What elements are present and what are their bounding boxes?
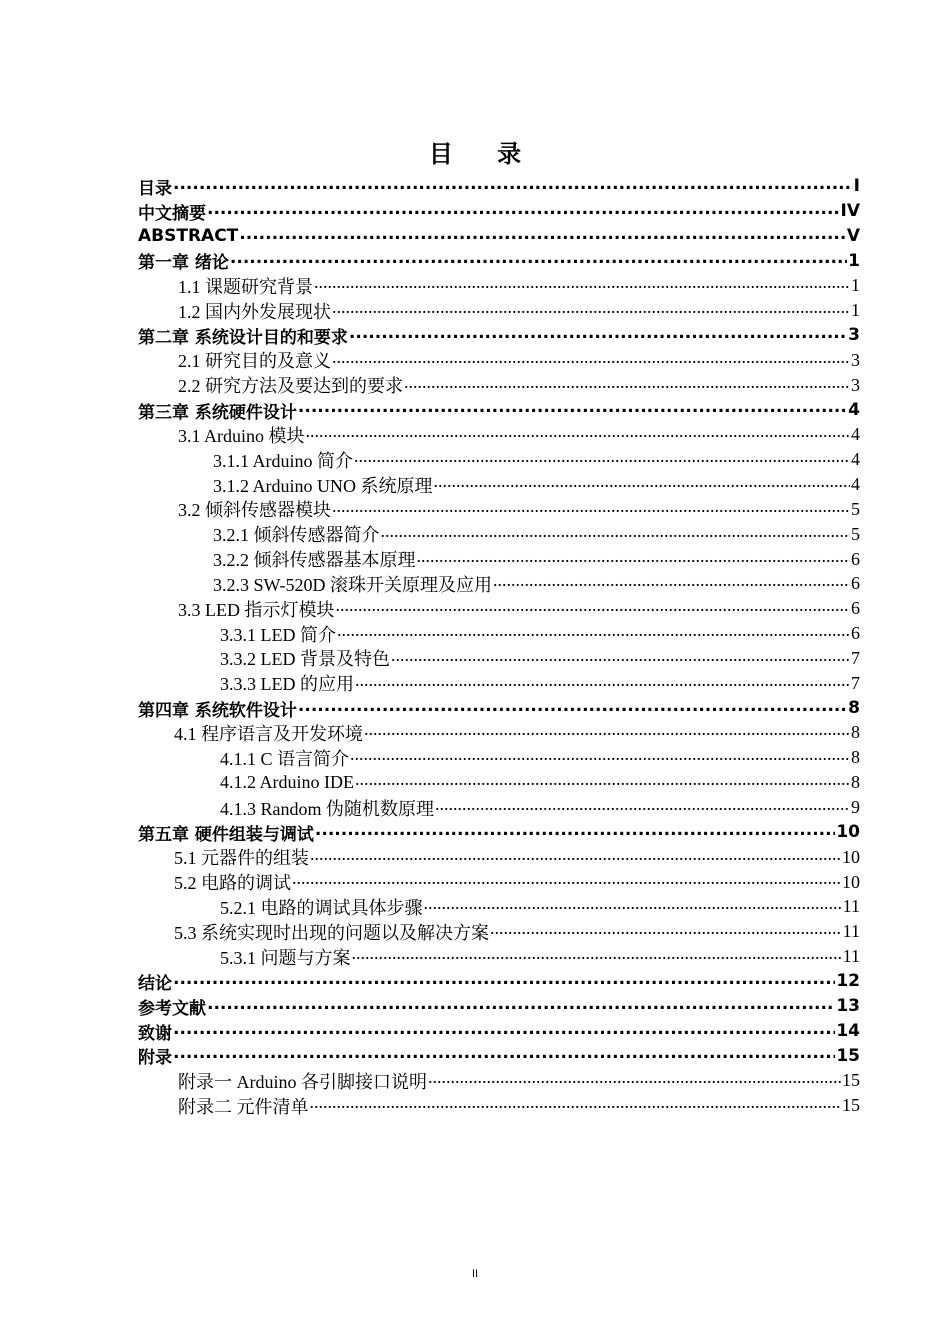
- toc-entry-label: 第四章 系统软件设计: [138, 700, 297, 721]
- toc-entry[interactable]: [138, 671, 860, 696]
- toc-entry-label: 3.2.3 SW-520D 滚珠开关原理及应用: [213, 574, 492, 595]
- toc-entry[interactable]: [138, 1068, 860, 1093]
- toc-entry-label: 3.1 Arduino 模块: [178, 425, 305, 446]
- toc-entry-page-number: 6: [851, 548, 860, 569]
- toc-entry-label: 第一章 绪论: [138, 253, 229, 274]
- toc-entry-page-number: 8: [851, 722, 860, 743]
- toc-entry-page-number: 4: [848, 400, 860, 421]
- toc-entry-label: 2.1 研究目的及意义: [178, 351, 331, 372]
- toc-dot-leader: [355, 671, 850, 696]
- toc-entry[interactable]: [138, 770, 860, 795]
- table-of-contents: [138, 174, 860, 1118]
- toc-entry-page-number: I: [853, 176, 860, 197]
- toc-entry-page-number: 7: [851, 647, 860, 668]
- toc-entry[interactable]: [138, 845, 860, 870]
- toc-entry-page-number: V: [846, 226, 860, 247]
- toc-dot-leader: [207, 994, 835, 1019]
- toc-dot-leader: [332, 497, 850, 522]
- toc-entry[interactable]: [138, 944, 860, 969]
- toc-entry[interactable]: [138, 398, 860, 423]
- toc-entry-label: 附录一 Arduino 各引脚接口说明: [178, 1071, 427, 1092]
- toc-dot-leader: [364, 721, 850, 746]
- toc-entry-label: 中文摘要: [138, 203, 206, 224]
- toc-entry-label: 3.3.2 LED 背景及特色: [220, 649, 390, 670]
- toc-entry[interactable]: [138, 174, 860, 199]
- toc-entry-label: 第三章 系统硬件设计: [138, 402, 297, 423]
- toc-entry[interactable]: [138, 199, 860, 224]
- toc-dot-leader: [314, 273, 850, 298]
- toc-dot-leader: [355, 770, 850, 795]
- toc-dot-leader: [337, 621, 850, 646]
- toc-entry-page-number: 8: [848, 698, 860, 719]
- toc-dot-leader: [332, 298, 850, 323]
- toc-dot-leader: [428, 1068, 841, 1093]
- toc-entry[interactable]: [138, 820, 860, 845]
- toc-entry-label: 4.1.1 C 语言简介: [220, 748, 350, 769]
- toc-entry-label: 致谢: [138, 1023, 172, 1044]
- toc-entry[interactable]: [138, 1044, 860, 1069]
- toc-entry-label: ABSTRACT: [138, 226, 239, 247]
- toc-dot-leader: [315, 820, 835, 845]
- toc-entry[interactable]: [138, 721, 860, 746]
- toc-entry[interactable]: [138, 870, 860, 895]
- toc-entry-label: 3.1.2 Arduino UNO 系统原理: [213, 475, 433, 496]
- toc-entry-label: 第五章 硬件组装与调试: [138, 824, 314, 845]
- toc-dot-leader: [349, 323, 847, 348]
- toc-entry[interactable]: [138, 472, 860, 497]
- toc-entry-page-number: 11: [842, 946, 860, 967]
- toc-entry-page-number: 13: [836, 996, 860, 1017]
- toc-dot-leader: [350, 745, 850, 770]
- toc-dot-leader: [332, 348, 850, 373]
- toc-dot-leader: [424, 894, 842, 919]
- toc-entry-label: 3.2.1 倾斜传感器简介: [213, 525, 380, 546]
- toc-dot-leader: [354, 447, 850, 472]
- toc-entry[interactable]: [138, 497, 860, 522]
- toc-entry-page-number: 14: [836, 1021, 860, 1042]
- toc-entry[interactable]: [138, 298, 860, 323]
- toc-dot-leader: [493, 572, 850, 597]
- toc-entry-label: 4.1 程序语言及开发环境: [174, 723, 363, 744]
- toc-dot-leader: [391, 646, 850, 671]
- toc-entry[interactable]: [138, 522, 860, 547]
- toc-dot-leader: [404, 373, 850, 398]
- toc-entry-page-number: 15: [842, 1070, 860, 1091]
- toc-dot-leader: [310, 1093, 842, 1118]
- toc-entry-label: 2.2 研究方法及要达到的要求: [178, 376, 403, 397]
- toc-entry-page-number: 3: [848, 325, 860, 346]
- toc-entry-label: 3.3.3 LED 的应用: [220, 674, 354, 695]
- toc-entry[interactable]: [138, 249, 860, 274]
- toc-entry-page-number: 11: [842, 896, 860, 917]
- toc-entry-label: 3.1.1 Arduino 简介: [213, 450, 354, 471]
- toc-entry-page-number: 1: [851, 275, 860, 296]
- toc-dot-leader: [381, 522, 851, 547]
- toc-entry-label: 5.3.1 问题与方案: [220, 947, 351, 968]
- toc-dot-leader: [298, 398, 847, 423]
- toc-entry[interactable]: [138, 696, 860, 721]
- toc-entry[interactable]: [138, 596, 860, 621]
- toc-dot-leader: [230, 249, 847, 274]
- toc-entry-label: 附录: [138, 1048, 172, 1069]
- toc-entry-page-number: 3: [851, 349, 860, 370]
- toc-entry-label: 4.1.3 Random 伪随机数原理: [220, 798, 434, 819]
- toc-entry[interactable]: [138, 273, 860, 298]
- toc-dot-leader: [173, 1019, 835, 1044]
- toc-entry-page-number: 15: [836, 1045, 860, 1066]
- toc-dot-leader: [310, 845, 841, 870]
- toc-dot-leader: [352, 944, 842, 969]
- toc-entry-page-number: IV: [840, 201, 860, 222]
- toc-entry-page-number: 4: [851, 474, 860, 495]
- toc-entry-label: 5.2.1 电路的调试具体步骤: [220, 897, 423, 918]
- toc-entry-page-number: 12: [836, 971, 860, 992]
- toc-entry-page-number: 6: [851, 573, 860, 594]
- toc-entry-label: 1.1 课题研究背景: [178, 276, 313, 297]
- toc-dot-leader: [490, 919, 842, 944]
- toc-entry[interactable]: [138, 646, 860, 671]
- toc-entry-page-number: 8: [851, 747, 860, 768]
- toc-entry-label: 4.1.2 Arduino IDE: [220, 772, 354, 793]
- toc-entry-page-number: 1: [848, 250, 860, 271]
- toc-entry-page-number: 5: [851, 498, 860, 519]
- toc-entry-page-number: 4: [851, 424, 860, 445]
- toc-entry-page-number: 7: [851, 672, 860, 693]
- toc-entry[interactable]: [138, 422, 860, 447]
- toc-entry-page-number: 15: [842, 1095, 860, 1116]
- toc-entry-label: 目录: [138, 178, 172, 199]
- toc-entry-label: 3.2.2 倾斜传感器基本原理: [213, 550, 416, 571]
- toc-entry-page-number: 3: [851, 374, 860, 395]
- toc-entry-label: 5.3 系统实现时出现的问题以及解决方案: [174, 922, 489, 943]
- toc-dot-leader: [336, 596, 851, 621]
- toc-entry-page-number: 5: [851, 523, 860, 544]
- toc-entry-label: 5.1 元器件的组装: [174, 848, 309, 869]
- toc-entry-page-number: 10: [836, 822, 860, 843]
- toc-dot-leader: [435, 795, 850, 820]
- toc-entry-page-number: 6: [851, 623, 860, 644]
- toc-entry-page-number: 10: [842, 871, 860, 892]
- toc-entry-label: 3.2 倾斜传感器模块: [178, 500, 331, 521]
- toc-entry[interactable]: [138, 894, 860, 919]
- toc-entry-label: 3.3.1 LED 简介: [220, 624, 336, 645]
- toc-dot-leader: [173, 174, 853, 199]
- toc-dot-leader: [239, 224, 846, 249]
- toc-dot-leader: [207, 199, 840, 224]
- toc-entry[interactable]: [138, 1019, 860, 1044]
- toc-entry[interactable]: [138, 795, 860, 820]
- toc-entry-page-number: 11: [842, 921, 860, 942]
- toc-entry-label: 结论: [138, 973, 172, 994]
- toc-entry[interactable]: [138, 621, 860, 646]
- page-title: 目 录: [428, 140, 540, 168]
- toc-entry-page-number: 8: [851, 772, 860, 793]
- toc-entry[interactable]: [138, 745, 860, 770]
- toc-entry-label: 参考文献: [138, 998, 206, 1019]
- toc-entry[interactable]: [138, 1093, 860, 1118]
- toc-entry[interactable]: [138, 224, 860, 249]
- toc-entry[interactable]: [138, 447, 860, 472]
- toc-entry-label: 5.2 电路的调试: [174, 873, 291, 894]
- toc-dot-leader: [173, 969, 835, 994]
- toc-dot-leader: [306, 422, 850, 447]
- toc-entry-label: 第二章 系统设计目的和要求: [138, 327, 348, 348]
- toc-entry-page-number: 10: [842, 846, 860, 867]
- toc-entry-page-number: 6: [851, 598, 860, 619]
- toc-dot-leader: [173, 1044, 835, 1069]
- toc-dot-leader: [417, 547, 851, 572]
- toc-entry[interactable]: [138, 919, 860, 944]
- toc-entry[interactable]: [138, 994, 860, 1019]
- toc-entry[interactable]: [138, 572, 860, 597]
- toc-dot-leader: [292, 870, 841, 895]
- toc-dot-leader: [298, 696, 847, 721]
- toc-entry[interactable]: [138, 547, 860, 572]
- toc-entry-label: 3.3 LED 指示灯模块: [178, 599, 335, 620]
- toc-entry-label: 附录二 元件清单: [178, 1096, 309, 1117]
- toc-dot-leader: [434, 472, 851, 497]
- toc-entry-label: 1.2 国内外发展现状: [178, 301, 331, 322]
- toc-entry[interactable]: [138, 373, 860, 398]
- toc-entry[interactable]: [138, 323, 860, 348]
- toc-entry-page-number: 9: [851, 797, 860, 818]
- page-footer-number: II: [471, 1268, 479, 1280]
- toc-entry-page-number: 4: [851, 449, 860, 470]
- toc-entry[interactable]: [138, 969, 860, 994]
- toc-entry-page-number: 1: [851, 300, 860, 321]
- toc-entry[interactable]: [138, 348, 860, 373]
